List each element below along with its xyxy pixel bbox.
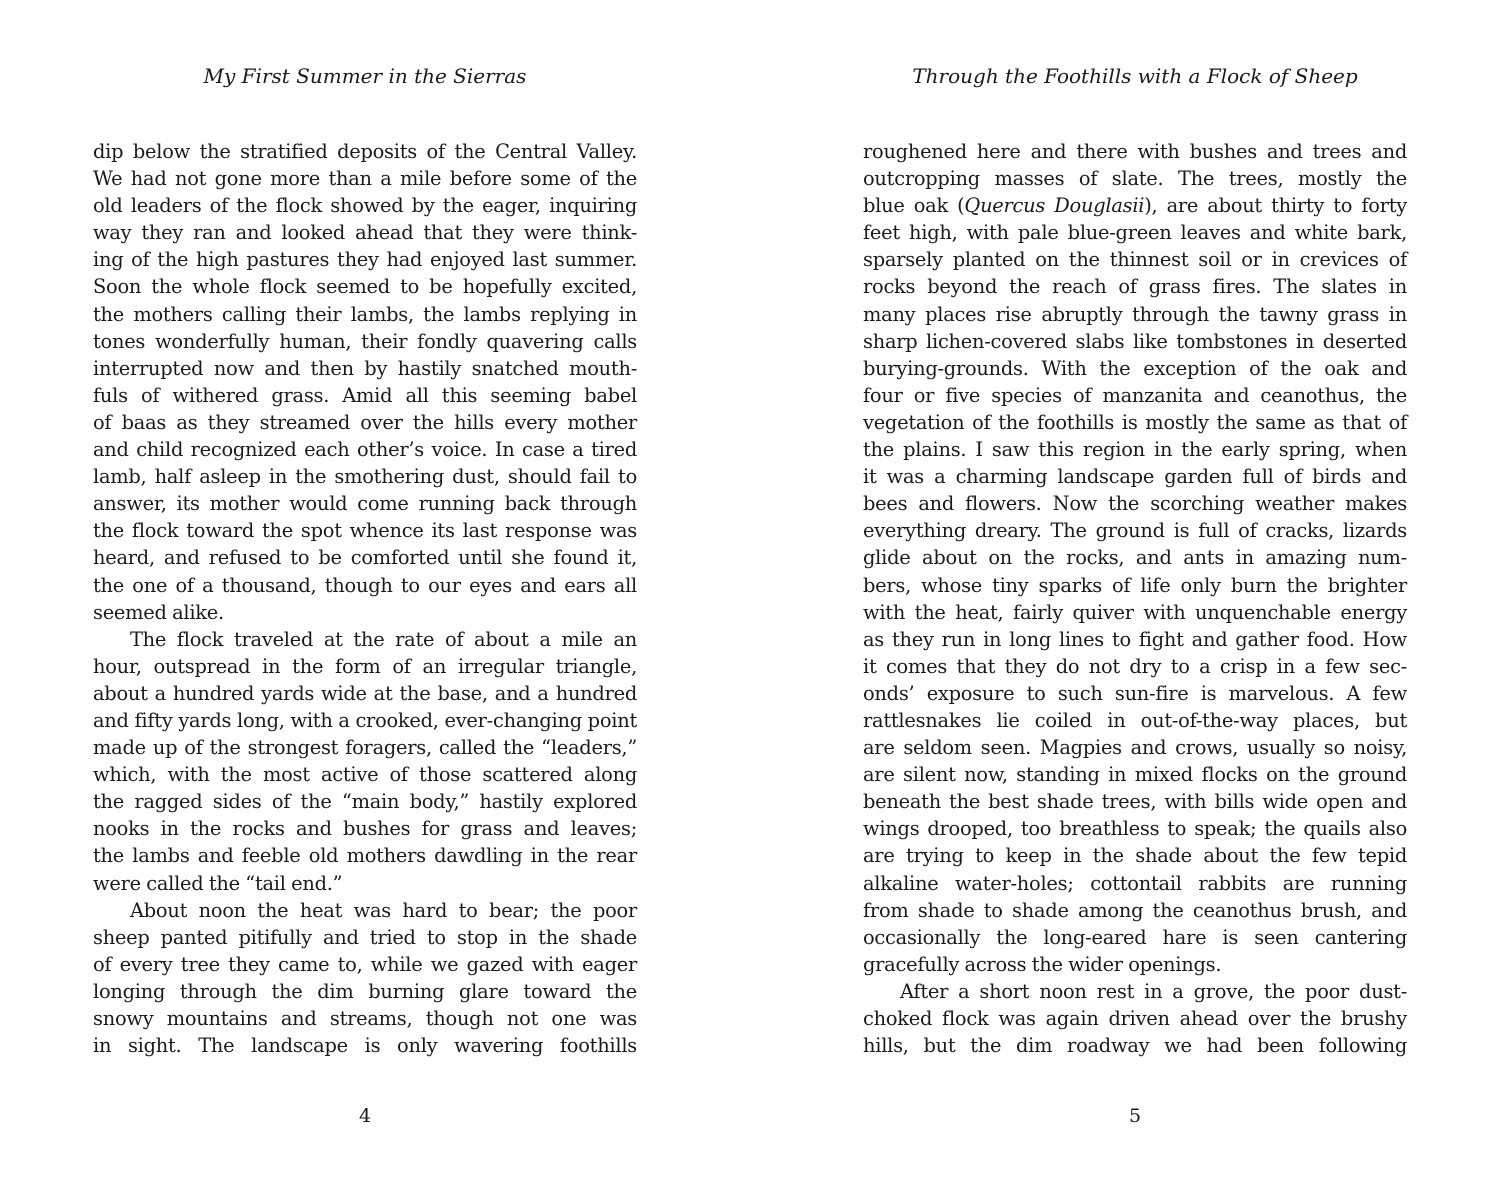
text-line: it was a charming landscape garden full of birds and (863, 465, 1407, 489)
text-line: the lambs and feeble old mothers dawdling in the rear (93, 844, 637, 868)
text-line: vegetation of the foothills is mostly the same as that of (863, 410, 1407, 434)
line-segment: blue oak ( (863, 194, 965, 218)
text-line: rocks beyond the reach of grass fires. The slates in (863, 275, 1407, 299)
text-line: glide about on the rocks, and ants in amazing num- (863, 546, 1407, 570)
text-line: many places rise abruptly through the tawny grass in (863, 302, 1407, 326)
text-line: way they ran and looked ahead that they were think- (93, 221, 637, 245)
text-line: four or five species of manzanita and ceanothus, the (863, 383, 1407, 407)
species-name-italic: Quercus Douglasii (964, 194, 1145, 218)
text-line: burying-grounds. With the exception of the oak and (863, 356, 1407, 380)
text-line: Soon the whole flock seemed to be hopefully excited, (93, 275, 637, 299)
text-line: which, with the most active of those scattered along (93, 763, 637, 787)
text-line: the ragged sides of the “main body,” hastily explored (93, 790, 637, 814)
text-line: sharp lichen-covered slabs like tombstones in deserted (863, 329, 1407, 353)
text-line: are seldom seen. Magpies and crows, usually so noisy, (863, 736, 1407, 760)
text-line: the mothers calling their lambs, the lambs replying in (93, 302, 637, 326)
text-line: interrupted now and then by hastily snatched mouth- (93, 356, 637, 380)
body-text-right (863, 138, 1407, 1059)
text-line: about a hundred yards wide at the base, and a hundred (93, 681, 637, 705)
text-line: bees and flowers. Now the scorching weather makes (863, 492, 1407, 516)
text-line: the one of a thousand, though to our eyes and ears all (93, 573, 637, 597)
text-line: The flock traveled at the rate of about a mile an (130, 627, 637, 651)
text-line: sheep panted pitifully and tried to stop in the shade (93, 925, 637, 949)
text-line: sparsely planted on the thinnest soil or in crevices of (863, 248, 1407, 272)
body-text-left (93, 138, 637, 1059)
text-line: everything dreary. The ground is full of cracks, lizards (863, 519, 1407, 543)
text-line: rattlesnakes lie coiled in out-of-the-way places, but (863, 708, 1407, 732)
text-line: ing of the high pastures they had enjoyed last summer. (93, 248, 637, 272)
running-head-right: Through the Foothills with a Flock of Sheep (912, 64, 1358, 88)
text-line: gracefully across the wider openings. (863, 952, 1222, 976)
text-line: it comes that they do not dry to a crisp in a few sec- (863, 654, 1407, 678)
text-line: from shade to shade among the ceanothus brush, and (863, 898, 1407, 922)
text-line: choked flock was again driven ahead over the brushy (863, 1007, 1407, 1030)
text-line: After a short noon rest in a grove, the poor dust- (900, 979, 1407, 1003)
text-line: onds’ exposure to such sun-fire is marvelous. A few (863, 681, 1407, 705)
text-line: feet high, with pale blue-green leaves and white bark, (863, 221, 1407, 245)
text-line: answer, its mother would come running back through (93, 492, 637, 516)
text-line: outcropping masses of slate. The trees, mostly the (863, 167, 1407, 191)
text-line: and fifty yards long, with a crooked, ever-changing point (93, 708, 637, 732)
line-segment: ), are about thirty to forty (1144, 194, 1407, 218)
page-number-right: 5 (1128, 1105, 1142, 1127)
right-page (750, 0, 1500, 1200)
text-line: were called the “tail end.” (93, 871, 343, 895)
text-line: dip below the stratified deposits of the Central Valley. (93, 140, 637, 163)
text-line: seemed alike. (93, 600, 224, 624)
text-line: snowy mountains and streams, though not one was (93, 1007, 637, 1030)
text-line: wings drooped, too breathless to speak; the quails also (863, 817, 1407, 841)
page-number-left: 4 (358, 1105, 372, 1127)
text-line: of every tree they came to, while we gazed with eager (93, 952, 637, 976)
text-line: alkaline water-holes; cottontail rabbits are running (863, 871, 1407, 895)
text-line: tones wonderfully human, their fondly quavering calls (93, 329, 637, 353)
text-line: roughened here and there with bushes and trees and (863, 140, 1407, 163)
text-line: the plains. I saw this region in the early spring, when (863, 438, 1407, 462)
text-line: the flock toward the spot whence its last response was (93, 519, 637, 543)
text-line: of baas as they streamed over the hills every mother (93, 410, 637, 434)
text-line: nooks in the rocks and bushes for grass and leaves; (93, 817, 637, 841)
text-line: lamb, half asleep in the smothering dust, should fail to (93, 465, 637, 489)
text-line-with-italic (863, 192, 1407, 219)
running-head-left: My First Summer in the Sierras (203, 64, 527, 88)
text-line: as they run in long lines to fight and gather food. How (863, 627, 1407, 651)
text-line: in sight. The landscape is only wavering foothills (93, 1034, 637, 1058)
text-line: are trying to keep in the shade about the few tepid (863, 844, 1407, 868)
text-line: old leaders of the flock showed by the eager, inquiring (93, 194, 637, 218)
text-line: with the heat, fairly quiver with unquenchable energy (863, 600, 1407, 624)
text-line: made up of the strongest foragers, called the “leaders,” (93, 736, 637, 760)
text-line: heard, and refused to be comforted until she found it, (93, 546, 637, 570)
text-line: fuls of withered grass. Amid all this seeming babel (93, 383, 637, 407)
text-line: beneath the best shade trees, with bills wide open and (863, 790, 1407, 814)
text-line: and child recognized each other’s voice. In case a tired (93, 438, 637, 462)
text-line: hills, but the dim roadway we had been following (863, 1034, 1407, 1058)
text-line: are silent now, standing in mixed flocks on the ground (863, 763, 1407, 787)
text-line: occasionally the long-eared hare is seen cantering (863, 925, 1407, 949)
text-line: About noon the heat was hard to bear; the poor (130, 898, 637, 922)
text-line: bers, whose tiny sparks of life only burn the brighter (863, 573, 1407, 597)
text-line: longing through the dim burning glare toward the (93, 979, 637, 1003)
text-line: hour, outspread in the form of an irregular triangle, (93, 654, 637, 678)
text-line: We had not gone more than a mile before some of the (93, 167, 637, 191)
